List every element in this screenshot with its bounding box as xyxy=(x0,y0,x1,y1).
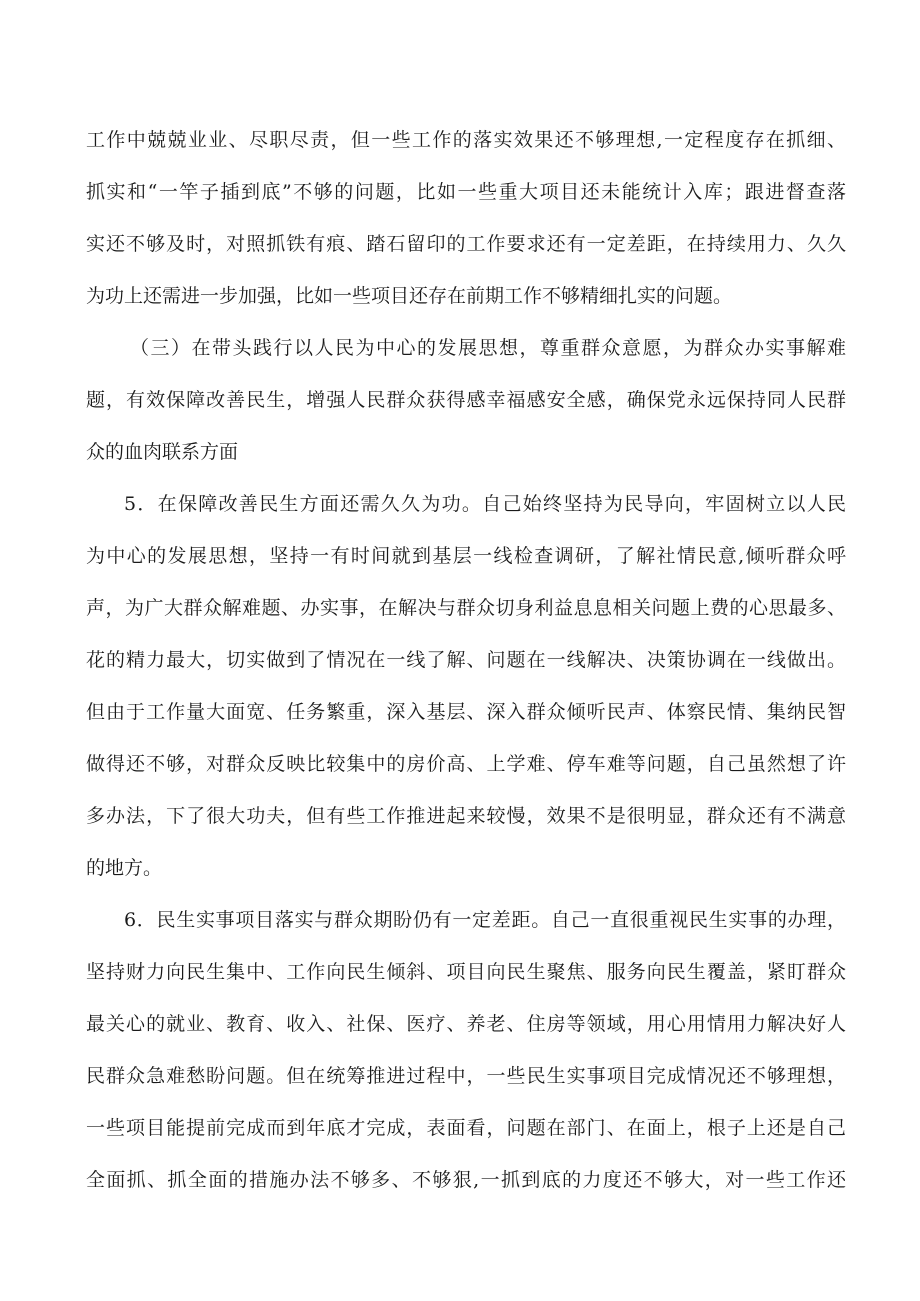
text-line: 最关心的就业、教育、收入、社保、医疗、养老、住房等领域，用心用情用力解决好人 xyxy=(86,1013,846,1035)
text-line: 工作中兢兢业业、尽职尽责，但一些工作的落实效果还不够理想,一定程度存在抓细、 xyxy=(86,129,846,151)
text-line: 全面抓、抓全面的措施办法不够多、不够狠,一抓到底的力度还不够大，对一些工作还 xyxy=(86,1169,846,1191)
text-line: 一些项目能提前完成而到年底才完成，表面看，问题在部门、在面上，根子上还是自己 xyxy=(86,1117,846,1139)
section-heading-line: （三）在带头践行以人民为中心的发展思想，尊重群众意愿，为群众办实事解难 xyxy=(130,337,846,359)
text-line: 6．民生实事项目落实与群众期盼仍有一定差距。自己一直很重视民生实事的办理， xyxy=(124,909,846,931)
text-line: 民群众急难愁盼问题。但在统筹推进过程中，一些民生实事项目完成情况还不够理想， xyxy=(86,1065,846,1087)
text-line: 为功上还需进一步加强，比如一些项目还存在前期工作不够精细扎实的问题。 xyxy=(86,285,733,307)
text-line: 坚持财力向民生集中、工作向民生倾斜、项目向民生聚焦、服务向民生覆盖，紧盯群众 xyxy=(86,961,846,983)
section-heading-line: 题，有效保障改善民生，增强人民群众获得感幸福感安全感，确保党永远保持同人民群 xyxy=(86,389,846,411)
text-line: 花的精力最大，切实做到了情况在一线了解、问题在一线解决、决策协调在一线做出。 xyxy=(86,649,846,671)
text-line: 做得还不够，对群众反映比较集中的房价高、上学难、停车难等问题，自己虽然想了许 xyxy=(86,753,846,775)
text-line: 5．在保障改善民生方面还需久久为功。自己始终坚持为民导向，牢固树立以人民 xyxy=(124,493,846,515)
text-line: 多办法，下了很大功夫，但有些工作推进起来较慢，效果不是很明显，群众还有不满意 xyxy=(86,805,846,827)
text-line: 声，为广大群众解难题、办实事，在解决与群众切身利益息息相关问题上费的心思最多、 xyxy=(86,597,846,619)
text-line: 但由于工作量大面宽、任务繁重，深入基层、深入群众倾听民声、体察民情、集纳民智 xyxy=(86,701,846,723)
section-heading-line: 众的血肉联系方面 xyxy=(86,441,239,463)
text-line: 抓实和“一竿子插到底”不够的问题，比如一些重大项目还未能统计入库；跟进督查落 xyxy=(86,181,846,203)
text-line: 实还不够及时，对照抓铁有痕、踏石留印的工作要求还有一定差距，在持续用力、久久 xyxy=(86,233,846,255)
text-line: 为中心的发展思想，坚持一有时间就到基层一线检查调研，了解社情民意,倾听群众呼 xyxy=(86,545,846,567)
text-line: 的地方。 xyxy=(86,857,163,879)
